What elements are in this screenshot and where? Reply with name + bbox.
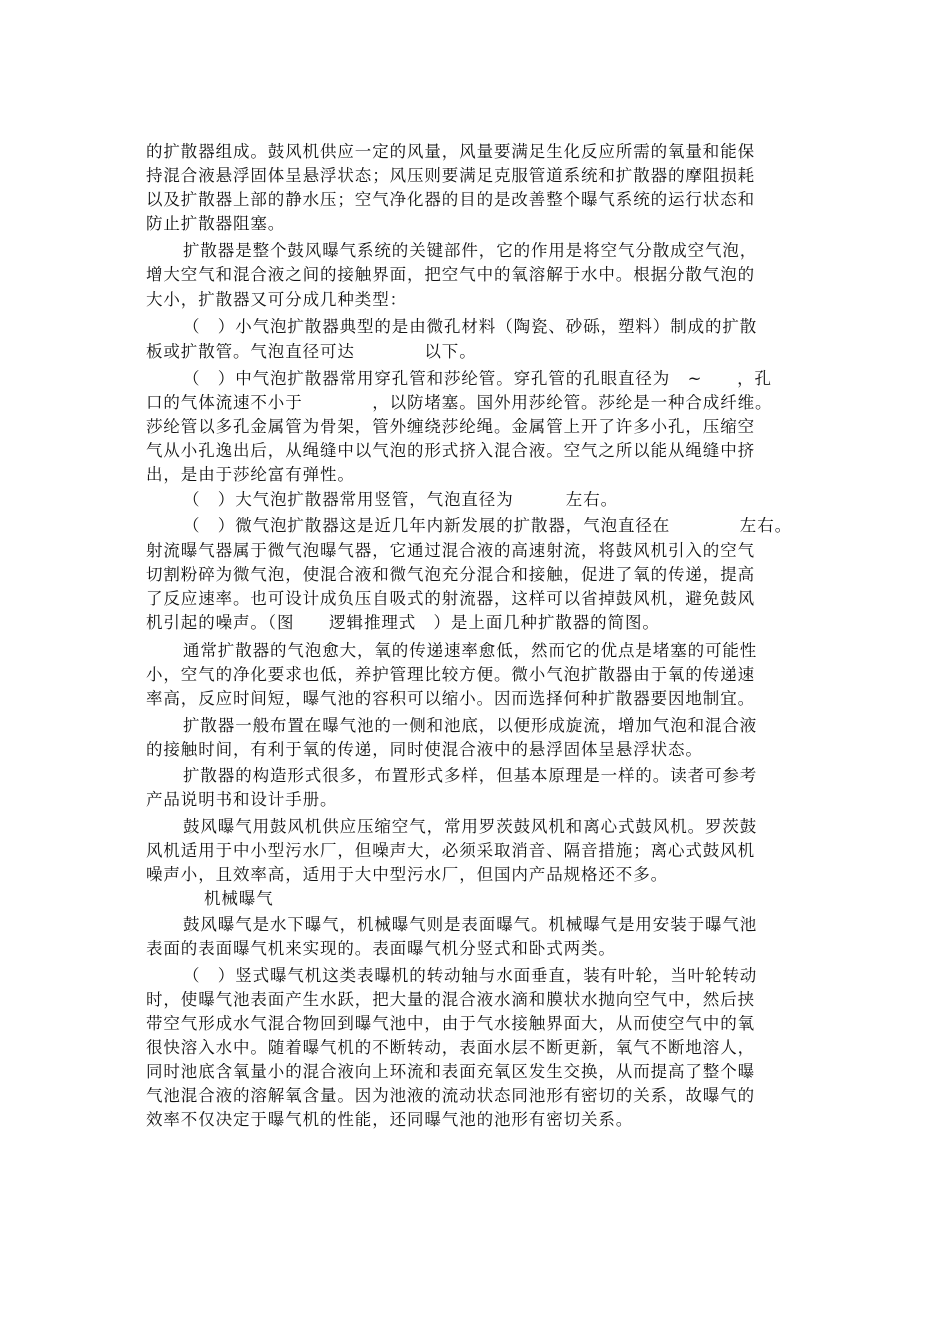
text-line: 出，是由于莎纶富有弹性。 [146, 465, 355, 484]
section-heading: 机械曝气 [204, 889, 274, 908]
text-line: 效率不仅决定于曝气机的性能，还同曝气池的池形有密切关系。 [146, 1110, 634, 1129]
text-line: 切割粉碎为微气泡，使混合液和微气泡充分混合和接触，促进了氧的传递，提高 [146, 565, 755, 584]
text-line: 鼓风曝气用鼓风机供应压缩空气，常用罗茨鼓风机和离心式鼓风机。罗茨鼓 [183, 817, 758, 836]
text-line: 表面的表面曝气机来实现的。表面曝气机分竖式和卧式两类。 [146, 939, 616, 958]
text-line: （ ）微气泡扩散器这是近几年内新发展的扩散器，气泡直径在 左右。 [183, 516, 792, 535]
text-line: 小，空气的净化要求也低，养护管理比较方便。微小气泡扩散器由于氧的传递速 [146, 665, 755, 684]
text-line: 很快溶入水中。随着曝气机的不断转动，表面水层不断更新，氧气不断地溶人， [146, 1038, 755, 1057]
text-line: （ ）大气泡扩散器常用竖管，气泡直径为 左右。 [183, 490, 618, 509]
text-line: 防止扩散器阻塞。 [146, 214, 286, 233]
text-line: 产品说明书和设计手册。 [146, 790, 338, 809]
text-line: 了反应速率。也可设计成负压自吸式的射流器，这样可以省掉鼓风机，避免鼓风 [146, 589, 755, 608]
text-line: 的接触时间，有利于氧的传递，同时使混合液中的悬浮固体呈悬浮状态。 [146, 740, 703, 759]
text-line: 扩散器的构造形式很多，布置形式多样，但基本原理是一样的。读者可参考 [183, 766, 758, 785]
text-line: 射流曝气器属于微气泡曝气器，它通过混合液的高速射流，将鼓风机引入的空气 [146, 541, 755, 560]
text-line: 气池混合液的溶解氧含量。因为池液的流动状态同池形有密切的关系，故曝气的 [146, 1086, 755, 1105]
text-line: 风机适用于中小型污水厂，但噪声大，必须采取消音、隔音措施；离心式鼓风机 [146, 841, 755, 860]
text-line: 板或扩散管。气泡直径可达 以下。 [146, 342, 477, 361]
text-line: 带空气形成水气混合物回到曝气池中，由于气水接触界面大，从而使空气中的氧 [146, 1014, 755, 1033]
text-line: 的扩散器组成。鼓风机供应一定的风量，风量要满足生化反应所需的氧量和能保 [146, 142, 755, 161]
text-line: 气从小孔逸出后，从绳缝中以气泡的形式挤入混合液。空气之所以能从绳缝中挤 [146, 441, 755, 460]
text-line: 口的气体流速不小于 ，以防堵塞。国外用莎纶管。莎纶是一种合成纤维。 [146, 393, 773, 412]
text-line: 鼓风曝气是水下曝气，机械曝气则是表面曝气。机械曝气是用安装于曝气池 [183, 915, 758, 934]
text-line: （ ）小气泡扩散器典型的是由微孔材料（陶瓷、砂砾，塑料）制成的扩散 [183, 317, 758, 336]
text-line: （ ）中气泡扩散器常用穿孔管和莎纶管。穿孔管的孔眼直径为 ~ ，孔 [183, 369, 772, 388]
text-line: （ ）竖式曝气机这类表曝机的转动轴与水面垂直，装有叶轮，当叶轮转动 [183, 966, 758, 985]
text-line: 以及扩散器上部的静水压；空气净化器的目的是改善整个曝气系统的运行状态和 [146, 190, 755, 209]
text-line: 莎纶管以多孔金属管为骨架，管外缠绕莎纶绳。金属管上开了许多小孔，压缩空 [146, 417, 755, 436]
text-line: 增大空气和混合液之间的接触界面，把空气中的氧溶解于水中。根据分散气泡的 [146, 265, 755, 284]
text-line: 率高，反应时间短，曝气池的容积可以缩小。因而选择何种扩散器要因地制宜。 [146, 689, 755, 708]
text-line: 扩散器是整个鼓风曝气系统的关键部件，它的作用是将空气分散成空气泡， [183, 241, 758, 260]
text-line: 扩散器一般布置在曝气池的一侧和池底，以便形成旋流，增加气泡和混合液 [183, 716, 758, 735]
text-line: 时，使曝气池表面产生水跃，把大量的混合液水滴和膜状水抛向空气中，然后挟 [146, 990, 755, 1009]
text-line: 机引起的噪声。（图 逻辑推理式 ）是上面几种扩散器的简图。 [146, 613, 660, 632]
text-line: 同时池底含氧量小的混合液向上环流和表面充氧区发生交换，从而提高了整个曝 [146, 1062, 755, 1081]
text-line: 通常扩散器的气泡愈大，氧的传递速率愈低，然而它的优点是堵塞的可能性 [183, 641, 758, 660]
text-line: 持混合液悬浮固体呈悬浮状态；风压则要满足克服管道系统和扩散器的摩阻损耗 [146, 166, 755, 185]
text-line: 大小，扩散器又可分成几种类型： [146, 290, 407, 309]
text-line: 噪声小，且效率高，适用于大中型污水厂，但国内产品规格还不多。 [146, 865, 668, 884]
